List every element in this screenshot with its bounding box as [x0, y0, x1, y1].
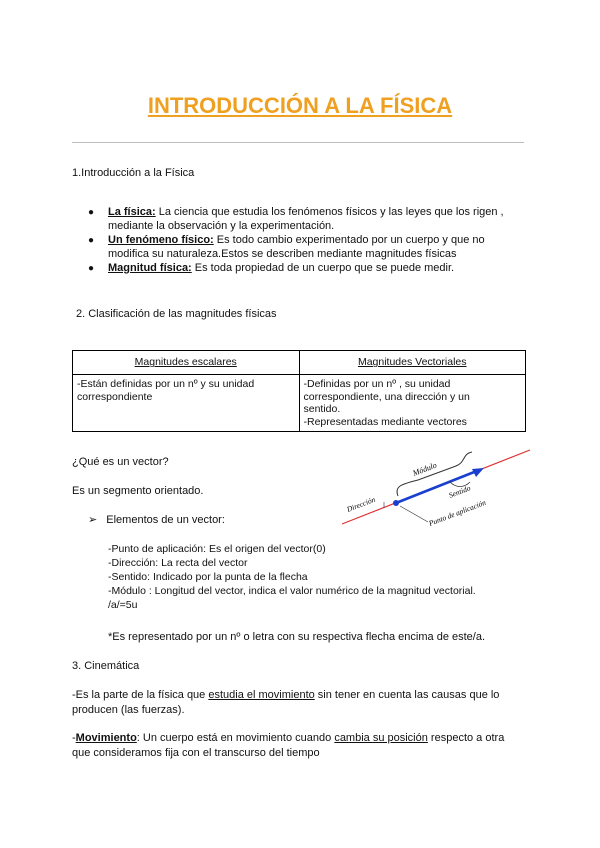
text-span: respecto a otra [427, 732, 505, 744]
text-span: producen (las fuerzas). [72, 704, 185, 716]
cell-line: correspondiente [77, 390, 153, 403]
definition-text: La ciencia que estudia los fenómenos físicos y las leyes que los rigen , [155, 206, 504, 218]
vector-answer: Es un segmento orientado. [72, 485, 204, 497]
section3-heading: 3. Cinemática [72, 660, 140, 672]
bullet-icon: ● [88, 263, 95, 274]
definition-text: Es toda propiedad de un cuerpo que se puede medir. [191, 262, 455, 274]
table-header-vectoriales: Magnitudes Vectoriales [357, 356, 467, 369]
magnitudes-table [72, 350, 526, 432]
definition-text: Es todo cambio experimentado por un cuerpo y que no [213, 234, 485, 246]
element-item: -Dirección: La recta del vector [108, 557, 248, 569]
underlined-text: cambia su posición [334, 732, 428, 744]
cell-line: -Están definidas por un nº y su unidad [77, 378, 255, 390]
cell-line: -Definidas por un nº , su unidad [303, 378, 451, 390]
section1-heading: 1.Introducción a la Física [72, 167, 195, 179]
definition-text-cont: mediante la observación y la experimentación. [108, 219, 335, 232]
element-item: -Sentido: Indicado por la punta de la flecha [108, 571, 308, 583]
definition-text-cont: modifica su naturaleza.Estos se describen mediante magnitudes físicas [108, 247, 457, 260]
cell-line: sentido. [303, 403, 341, 415]
cell-line: -Representadas mediante vectores [303, 415, 467, 428]
vector-note: *Es representado por un nº o letra con su respectiva flecha encima de este/a. [108, 631, 486, 643]
application-point [393, 500, 399, 506]
page-title: INTRODUCCIÓN A LA FÍSICA [147, 93, 453, 118]
vector-question: ¿Qué es un vector? [72, 456, 169, 468]
text-span: sin tener en cuenta las causas que lo [314, 689, 500, 701]
movimiento-term: Movimiento [75, 732, 137, 744]
label-sentido: Sentido [447, 483, 472, 500]
bullet-icon: ● [88, 207, 95, 218]
underlined-text: estudia el movimiento [208, 689, 315, 701]
definition-item [88, 262, 528, 276]
table-header-escalares: Magnitudes escalares [134, 356, 237, 369]
text-span: : Un cuerpo está en movimiento cuando [136, 732, 335, 744]
point-pointer [400, 506, 428, 522]
label-punto-aplicacion: Punto de aplicación [427, 497, 488, 528]
table-cell-vectoriales [299, 375, 526, 432]
arrow-bullet-icon: ➢ [88, 514, 98, 526]
definition-term: La física: [108, 206, 156, 218]
definition-item [88, 234, 528, 261]
element-item: /a/=5u [108, 599, 138, 611]
text-span: que consideramos fija con el transcurso del tiempo [72, 747, 320, 759]
text-span: -Es la parte de la física que [72, 689, 209, 701]
label-modulo: Módulo [411, 460, 438, 478]
section2-heading: 2. Clasificación de las magnitudes físicas [76, 308, 277, 320]
table-cell-escalares [73, 375, 300, 432]
element-item: -Punto de aplicación: Es el origen del vector(0) [108, 543, 326, 555]
definition-item [88, 206, 528, 233]
definition-term: Un fenómeno físico: [108, 234, 214, 246]
vector-arrowhead [472, 468, 484, 477]
text-span: - [72, 732, 76, 744]
element-item: -Módulo : Longitud del vector, indica el valor numérico de la magnitud vectorial. [108, 585, 476, 597]
definition-term: Magnitud física: [108, 262, 192, 274]
elements-list [108, 542, 476, 612]
elements-heading-row [88, 513, 225, 527]
bullet-icon: ● [88, 235, 95, 246]
title-divider [72, 142, 524, 143]
vector-diagram [338, 446, 534, 536]
label-direccion: Dirección [345, 494, 377, 514]
elements-heading: Elementos de un vector: [106, 514, 225, 526]
movimiento-paragraph [72, 731, 504, 761]
cell-line: correspondiente, una dirección y un [303, 390, 470, 403]
cinematica-paragraph [72, 688, 499, 718]
definitions-list [88, 206, 528, 277]
